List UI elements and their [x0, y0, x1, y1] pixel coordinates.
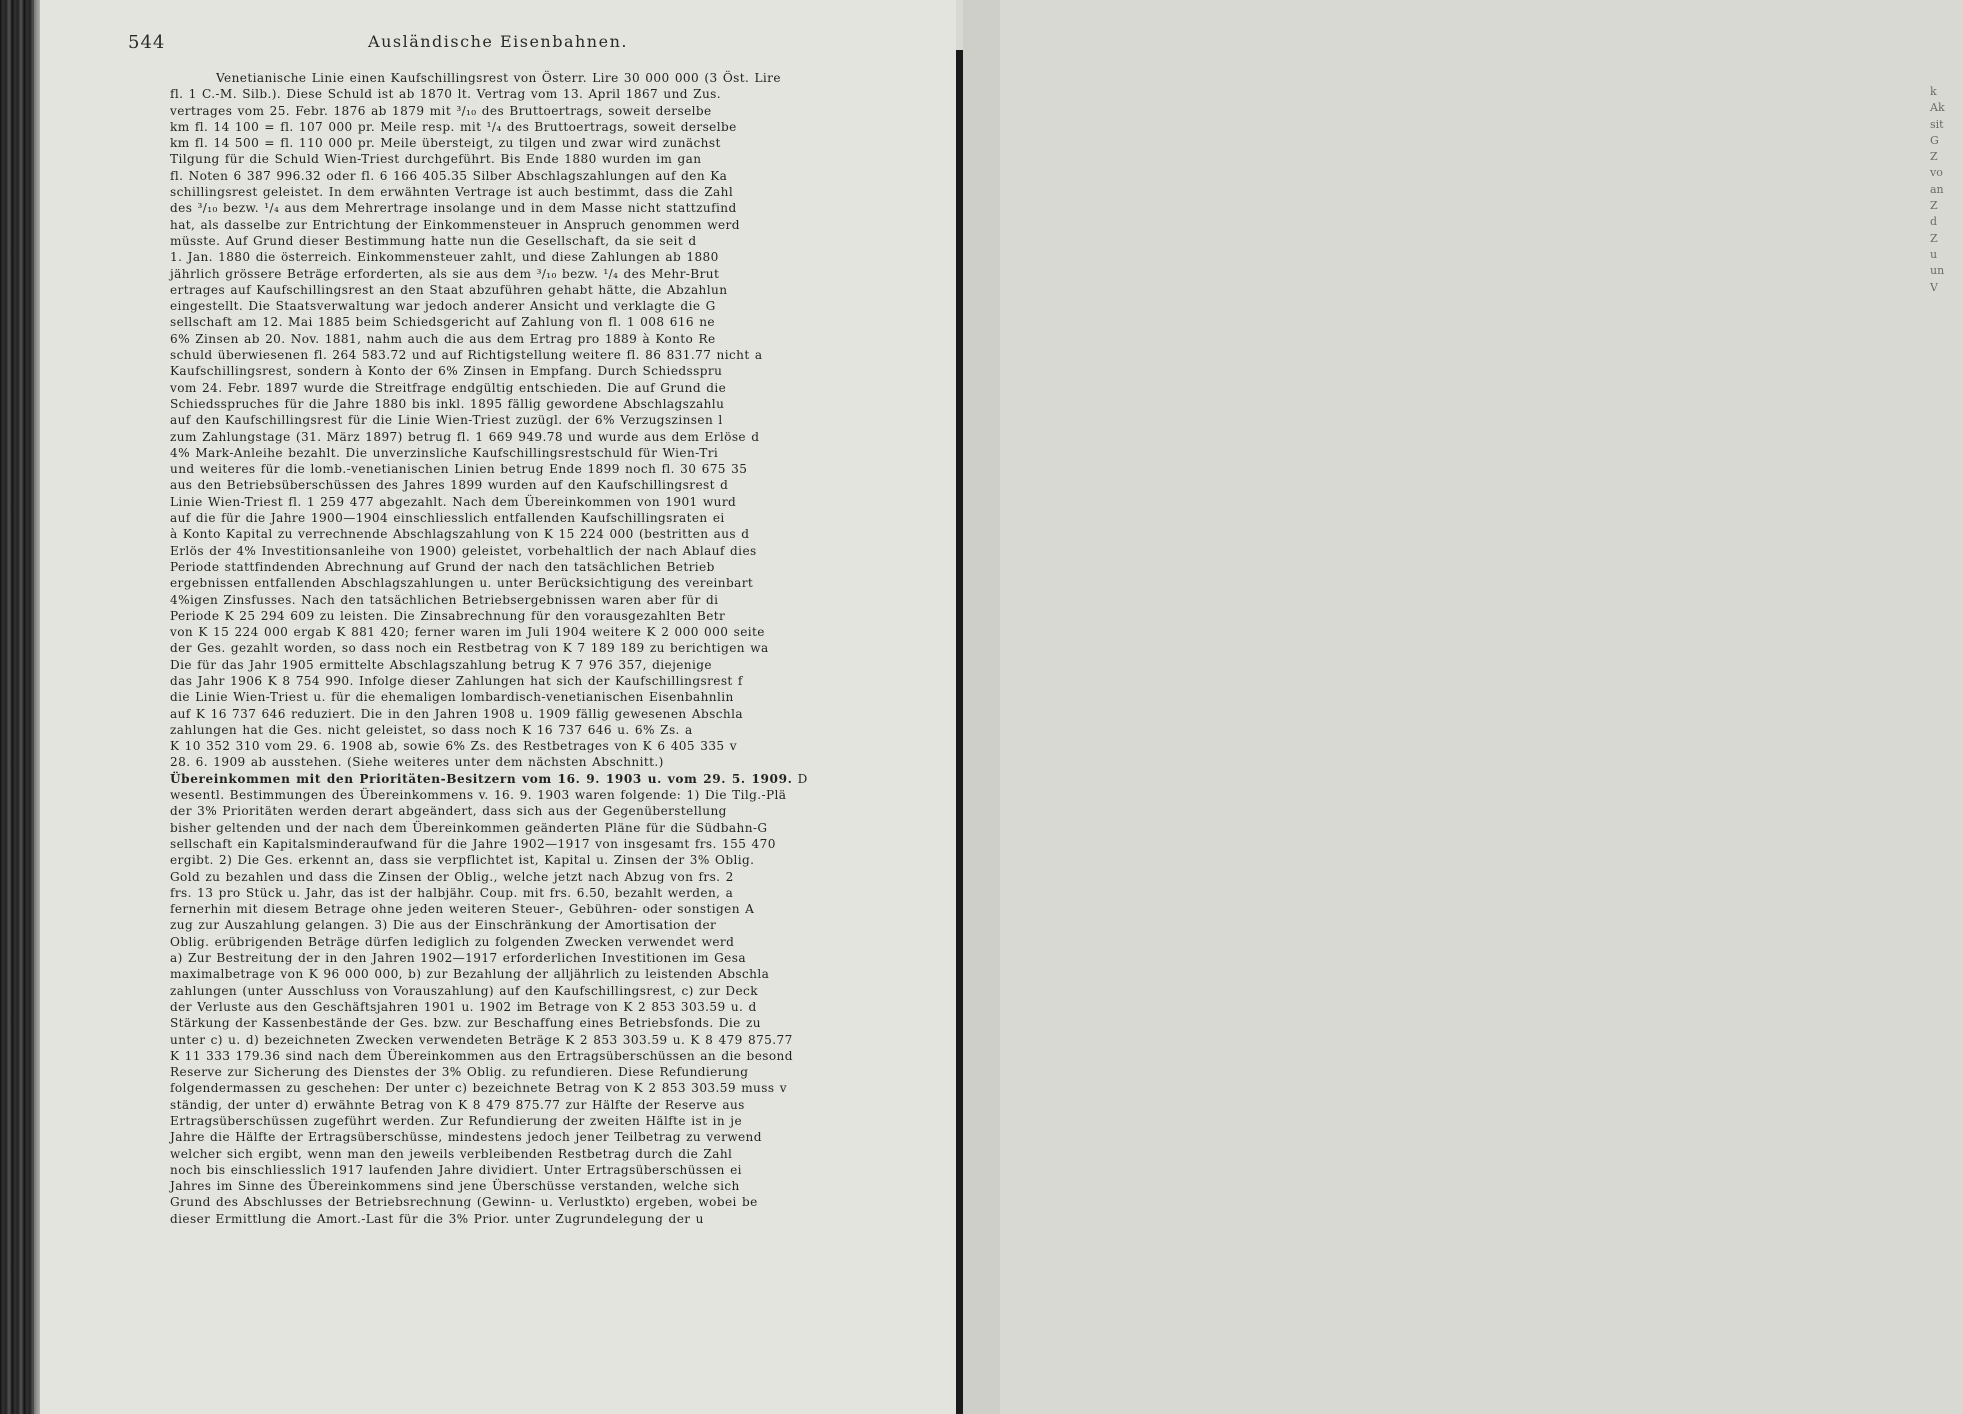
text-line: zahlungen hat die Ges. nicht geleistet, so dass noch K 16 737 646 u. 6% Zs. a [170, 722, 693, 737]
text-line: Linie Wien-Triest fl. 1 259 477 abgezahlt. Nach dem Übereinkommen von 1901 wurd [170, 494, 737, 509]
text-line: Stärkung der Kassenbestände der Ges. bzw. zur Beschaffung eines Betriebsfonds. Die zu [170, 1016, 761, 1031]
text-line: bisher geltenden und der nach dem Übereinkommen geänderten Pläne für die Südbahn-G [170, 820, 768, 835]
facing-page-fragment: u [1930, 247, 1938, 261]
text-line: Kaufschillingsrest, sondern à Konto der 6% Zinsen in Empfang. Durch Schiedsspru [170, 364, 723, 379]
text-line: auf den Kaufschillingsrest für die Linie Wien-Triest zuzügl. der 6% Verzugszinsen l [170, 413, 723, 428]
text-line: K 11 333 179.36 sind nach dem Übereinkommen aus den Ertragsüberschüssen an die besond [170, 1048, 793, 1063]
text-line: 1. Jan. 1880 die österreich. Einkommensteuer zahlt, und diese Zahlungen ab 1880 [170, 250, 719, 265]
text-line: müsste. Auf Grund dieser Bestimmung hatte nun die Gesellschaft, da sie seit d [170, 233, 697, 248]
body-text [170, 70, 946, 1227]
text-line: fernerhin mit diesem Betrage ohne jeden weiteren Steuer-, Gebühren- oder sonstigen A [170, 902, 755, 917]
text-line: Periode K 25 294 609 zu leisten. Die Zinsabrechnung für den vorausgezahlten Betr [170, 608, 726, 623]
text-line: noch bis einschliesslich 1917 laufenden Jahre dividiert. Unter Ertragsüberschüssen ei [170, 1162, 742, 1177]
facing-page-strip [963, 0, 1945, 1414]
text-line: folgendermassen zu geschehen: Der unter c) bezeichnete Betrag von K 2 853 303.59 muss v [170, 1081, 787, 1096]
text-line: der Verluste aus den Geschäftsjahren 1901 u. 1902 im Betrage von K 2 853 303.59 u. d [170, 999, 757, 1014]
facing-page-fragment: Z [1930, 231, 1938, 245]
running-title: Ausländische Eisenbahnen. [368, 32, 628, 51]
text-line: Reserve zur Sicherung des Dienstes der 3% Oblig. zu refundieren. Diese Refundierung [170, 1065, 749, 1080]
text-line: Jahre die Hälfte der Ertragsüberschüsse, mindestens jedoch jener Teilbetrag zu verwend [170, 1130, 762, 1145]
text-line: 4% Mark-Anleihe bezahlt. Die unverzinsliche Kaufschillingsrestschuld für Wien-Tri [170, 445, 719, 460]
text-line: zum Zahlungstage (31. März 1897) betrug fl. 1 669 949.78 und wurde aus dem Erlöse d [170, 429, 760, 444]
text-line: schillingsrest geleistet. In dem erwähnten Vertrage ist auch bestimmt, dass die Zahl [170, 185, 734, 200]
page-number: 544 [128, 32, 166, 53]
text-line: die Linie Wien-Triest u. für die ehemaligen lombardisch-venetianischen Eisenbahnlin [170, 690, 734, 705]
text-line: Grund des Abschlusses der Betriebsrechnung (Gewinn- u. Verlustkto) ergeben, wobei be [170, 1195, 758, 1210]
text-line: hat, als dasselbe zur Entrichtung der Einkommensteuer in Anspruch genommen werd [170, 217, 740, 232]
text-line: dieser Ermittlung die Amort.-Last für die 3% Prior. unter Zugrundelegung der u [170, 1211, 704, 1226]
text-line: das Jahr 1906 K 8 754 990. Infolge dieser Zahlungen hat sich der Kaufschillingsrest f [170, 673, 743, 688]
text-line: der 3% Prioritäten werden derart abgeändert, dass sich aus der Gegenüberstellung [170, 804, 727, 819]
paragraph-kaufschillingsrest [170, 70, 946, 771]
facing-page-fragments [1930, 84, 1963, 296]
text-line: unter c) u. d) bezeichneten Zwecken verwendeten Beträge K 2 853 303.59 u. K 8 479 875.77 [170, 1032, 793, 1047]
text-line: sellschaft am 12. Mai 1885 beim Schiedsgericht auf Zahlung von fl. 1 008 616 ne [170, 315, 715, 330]
text-line: fl. 1 C.-M. Silb.). Diese Schuld ist ab 1870 lt. Vertrag vom 13. April 1867 und Zus. [170, 87, 722, 102]
facing-page-fragment: un [1930, 264, 1945, 278]
facing-page-fragment: d [1930, 215, 1938, 229]
text-line: Die für das Jahr 1905 ermittelte Abschlagszahlung betrug K 7 976 357, diejenige [170, 657, 712, 672]
text-line: und weiteres für die lomb.-venetianischen Linien betrug Ende 1899 noch fl. 30 675 35 [170, 462, 748, 477]
facing-page-fragment: Z [1930, 199, 1938, 213]
paragraph-prioritaeten [170, 787, 946, 1227]
text-line: eingestellt. Die Staatsverwaltung war jedoch anderer Ansicht und verklagte die G [170, 299, 716, 314]
text-line: Jahres im Sinne des Übereinkommens sind jene Überschüsse verstanden, welche sich [170, 1179, 740, 1194]
text-line: der Ges. gezahlt worden, so dass noch ein Restbetrag von K 7 189 189 zu berichtigen wa [170, 641, 769, 656]
text-line: km fl. 14 500 = fl. 110 000 pr. Meile übersteigt, zu tilgen und zwar wird zunächst [170, 136, 721, 151]
text-line: Venetianische Linie einen Kaufschillingsrest von Österr. Lire 30 000 000 (3 Öst. Lire [216, 71, 781, 85]
page-header [40, 32, 956, 56]
text-line: Ertragsüberschüssen zugeführt werden. Zur Refundierung der zweiten Hälfte ist in je [170, 1114, 743, 1128]
text-line: welcher sich ergibt, wenn man den jeweils verbleibenden Restbetrag durch die Zahl [170, 1146, 733, 1161]
facing-page-fragment: k [1930, 85, 1937, 98]
text-line: maximalbetrage von K 96 000 000, b) zur Bezahlung der alljährlich zu leistenden Abschla [170, 967, 770, 982]
text-line: 6% Zinsen ab 20. Nov. 1881, nahm auch die aus dem Ertrag pro 1889 à Konto Re [170, 331, 716, 346]
text-line: Gold zu bezahlen und dass die Zinsen der Oblig., welche jetzt nach Abzug von frs. 2 [170, 869, 734, 884]
section-heading-tail: D [792, 771, 808, 786]
document-page [40, 0, 956, 1414]
text-line: ertrages auf Kaufschillingsrest an den Staat abzuführen gehabt hätte, die Abzahlun [170, 282, 728, 297]
text-line: auf die für die Jahre 1900—1904 einschliesslich entfallenden Kaufschillingsraten ei [170, 511, 725, 526]
text-line: zug zur Auszahlung gelangen. 3) Die aus der Einschränkung der Amortisation der [170, 918, 717, 933]
text-line: K 10 352 310 vom 29. 6. 1908 ab, sowie 6% Zs. des Restbetrages von K 6 405 335 v [170, 739, 737, 754]
text-line: 28. 6. 1909 ab ausstehen. (Siehe weiteres unter dem nächsten Abschnitt.) [170, 755, 664, 770]
text-line: ergebnissen entfallenden Abschlagszahlungen u. unter Berücksichtigung des vereinbart [170, 576, 754, 591]
facing-page-fragment: Ak [1930, 101, 1945, 115]
text-line: a) Zur Bestreitung der in den Jahren 1902—1917 erforderlichen Investitionen im Gesa [170, 951, 746, 966]
facing-page-fragment: V [1930, 280, 1938, 294]
facing-page-fragment: sit [1930, 117, 1944, 131]
text-line: Tilgung für die Schuld Wien-Triest durchgeführt. Bis Ende 1880 wurden im gan [170, 152, 702, 167]
text-line: Oblig. erübrigenden Beträge dürfen lediglich zu folgenden Zwecken verwendet werd [170, 934, 735, 949]
text-line: 4%igen Zinsfusses. Nach den tatsächlichen Betriebsergebnissen waren aber für di [170, 592, 719, 607]
text-line: aus den Betriebsüberschüssen des Jahres 1899 wurden auf den Kaufschillingsrest d [170, 478, 729, 493]
facing-page-fragment: G [1930, 133, 1939, 147]
facing-page-fragment: vo [1930, 166, 1943, 180]
text-line: km fl. 14 100 = fl. 107 000 pr. Meile resp. mit ¹/₄ des Bruttoertrags, soweit derselbe [170, 119, 737, 134]
text-line: schuld überwiesenen fl. 264 583.72 und auf Richtigstellung weitere fl. 86 831.77 nicht a [170, 348, 763, 363]
text-line: auf K 16 737 646 reduziert. Die in den Jahren 1908 u. 1909 fällig gewesenen Abschla [170, 706, 743, 721]
text-line: vertrages vom 25. Febr. 1876 ab 1879 mit ³/₁₀ des Bruttoertrags, soweit derselbe [170, 103, 712, 118]
text-line: Erlös der 4% Investitionsanleihe von 1900) geleistet, vorbehaltlich der nach Ablauf dies [170, 543, 757, 558]
section-heading: Übereinkommen mit den Prioritäten-Besitzern vom 16. 9. 1903 u. vom 29. 5. 1909. [170, 771, 793, 786]
text-line: zahlungen (unter Ausschluss von Vorauszahlung) auf den Kaufschillingsrest, c) zur Deck [170, 983, 758, 998]
text-line: Schiedsspruches für die Jahre 1880 bis inkl. 1895 fällig gewordene Abschlagszahlu [170, 396, 725, 411]
scan-binding-edge [0, 0, 34, 1414]
text-line: wesentl. Bestimmungen des Übereinkommens v. 16. 9. 1903 waren folgende: 1) Die Tilg.-Plä [170, 788, 787, 803]
text-line: sellschaft ein Kapitalsminderaufwand für die Jahre 1902—1917 von insgesamt frs. 155 470 [170, 836, 776, 851]
text-line: fl. Noten 6 387 996.32 oder fl. 6 166 405.35 Silber Abschlagszahlungen auf den Ka [170, 168, 728, 183]
text-line: ständig, der unter d) erwähnte Betrag von K 8 479 875.77 zur Hälfte der Reserve aus [170, 1097, 745, 1112]
facing-page-fragment: an [1930, 182, 1944, 196]
facing-page-fragment: Z [1930, 150, 1938, 164]
section-heading-line [170, 771, 946, 787]
text-line: ergibt. 2) Die Ges. erkennt an, dass sie verpflichtet ist, Kapital u. Zinsen der 3% Oblig. [170, 853, 755, 868]
text-line: jährlich grössere Beträge erforderten, als sie aus dem ³/₁₀ bezw. ¹/₄ des Mehr-Brut [170, 266, 720, 281]
text-line: von K 15 224 000 ergab K 881 420; ferner waren im Juli 1904 weitere K 2 000 000 seite [170, 625, 765, 640]
text-line: à Konto Kapital zu verrechnende Abschlagszahlung von K 15 224 000 (bestritten aus d [170, 527, 750, 542]
text-line: frs. 13 pro Stück u. Jahr, das ist der halbjähr. Coup. mit frs. 6.50, bezahlt werden, a [170, 885, 734, 900]
text-line: Periode stattfindenden Abrechnung auf Grund der nach den tatsächlichen Betrieb [170, 559, 715, 574]
text-line: des ³/₁₀ bezw. ¹/₄ aus dem Mehrertrage insolange und in dem Masse nicht stattzufind [170, 201, 737, 216]
text-line: vom 24. Febr. 1897 wurde die Streitfrage endgültig entschieden. Die auf Grund die [170, 380, 727, 395]
